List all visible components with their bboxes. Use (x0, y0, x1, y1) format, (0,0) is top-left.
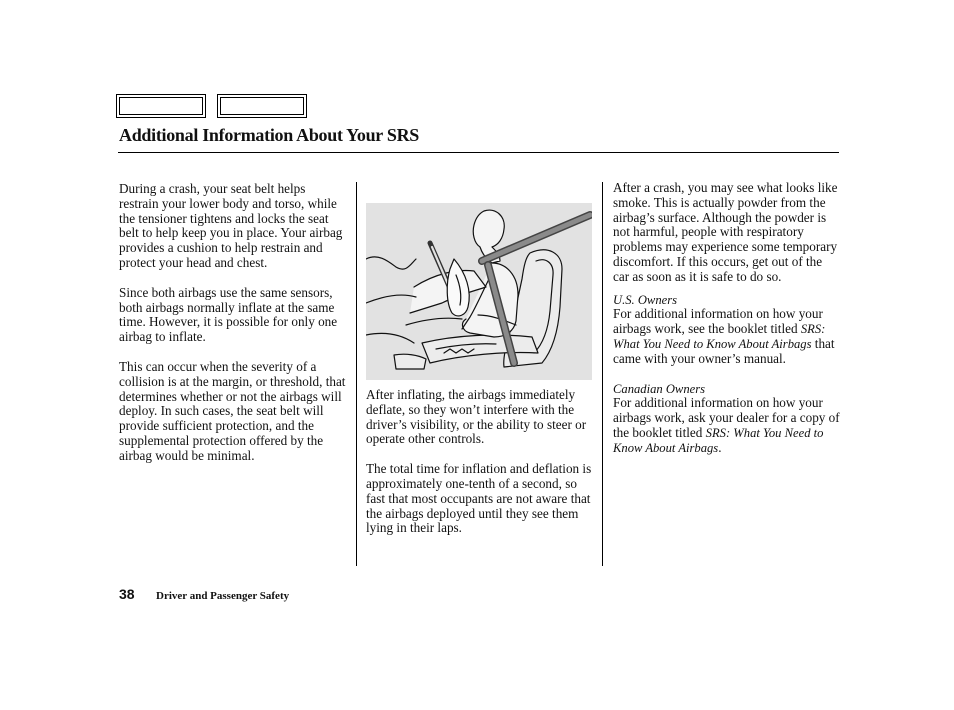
column-3 (613, 181, 841, 456)
us-owners-text-lead: For additional information on how your airbags work, see the booklet titled (613, 306, 823, 337)
occupant-airbag-illustration (366, 203, 592, 380)
canadian-booklet-title: SRS: What You Need to Know About Airbags (613, 425, 824, 455)
canadian-owners-text (613, 396, 841, 455)
title-rule (118, 152, 839, 153)
section-footer-label: Driver and Passenger Safety (156, 590, 290, 602)
column-2-text (366, 388, 594, 551)
paragraph: Since both airbags use the same sensors, both airbags normally inflate at the same time. However, it is possible for only one airbag to inflate. (119, 284, 338, 345)
paragraph: This can occur when the severity of a collision is at the margin, or threshold, that determines whether or not the airbags will deploy. In such cases, the seat belt will provide sufficient protection, and the supplemental protection offered by the airbag would be minimal. (119, 358, 346, 463)
us-booklet-title: SRS: What You Need to Know About Airbags (613, 322, 826, 351)
paragraph: After a crash, you may see what looks like smoke. This is actually powder from the airbag’s surface. Although the powder is not harmful, people with respiratory problems may experience some temporary discomfort. If this occurs, get out of the car as soon as it is safe to do so. (613, 180, 838, 284)
us-owners-text-tail: that came with your owner’s manual. (613, 335, 835, 366)
canadian-owners-text-tail: . (718, 439, 722, 455)
canadian-owners-text-lead: For additional information on how your airbags work, ask your dealer for a copy of the booklet titled (613, 395, 840, 440)
occupant-with-deflated-airbag-icon (366, 203, 592, 380)
canadian-owners-heading: Canadian Owners (613, 381, 706, 396)
us-owners-heading: U.S. Owners (613, 292, 678, 307)
column-divider (602, 182, 603, 566)
paragraph: After inflating, the airbags immediately deflate, so they won’t interfere with the driver’s visibility, or the ability to steer or operate other controls. (366, 387, 587, 447)
previous-page-button[interactable] (116, 94, 206, 118)
us-owners-text (613, 307, 841, 366)
column-divider (356, 182, 357, 566)
column-1 (119, 182, 347, 479)
next-page-button[interactable] (217, 94, 307, 118)
paragraph: During a crash, your seat belt helps restrain your lower body and torso, while the tensioner tightens and locks the seat belt to help keep you in place. Your airbag provides a cushion to help restrain and protect your head and chest. (119, 181, 343, 270)
paragraph: The total time for inflation and deflation is approximately one-tenth of a second, so fast that most occupants are not aware that the airbags deployed until they see them lying in their laps. (366, 461, 592, 536)
page-title: Additional Information About Your SRS (119, 125, 419, 145)
page-number: 38 (119, 586, 135, 602)
